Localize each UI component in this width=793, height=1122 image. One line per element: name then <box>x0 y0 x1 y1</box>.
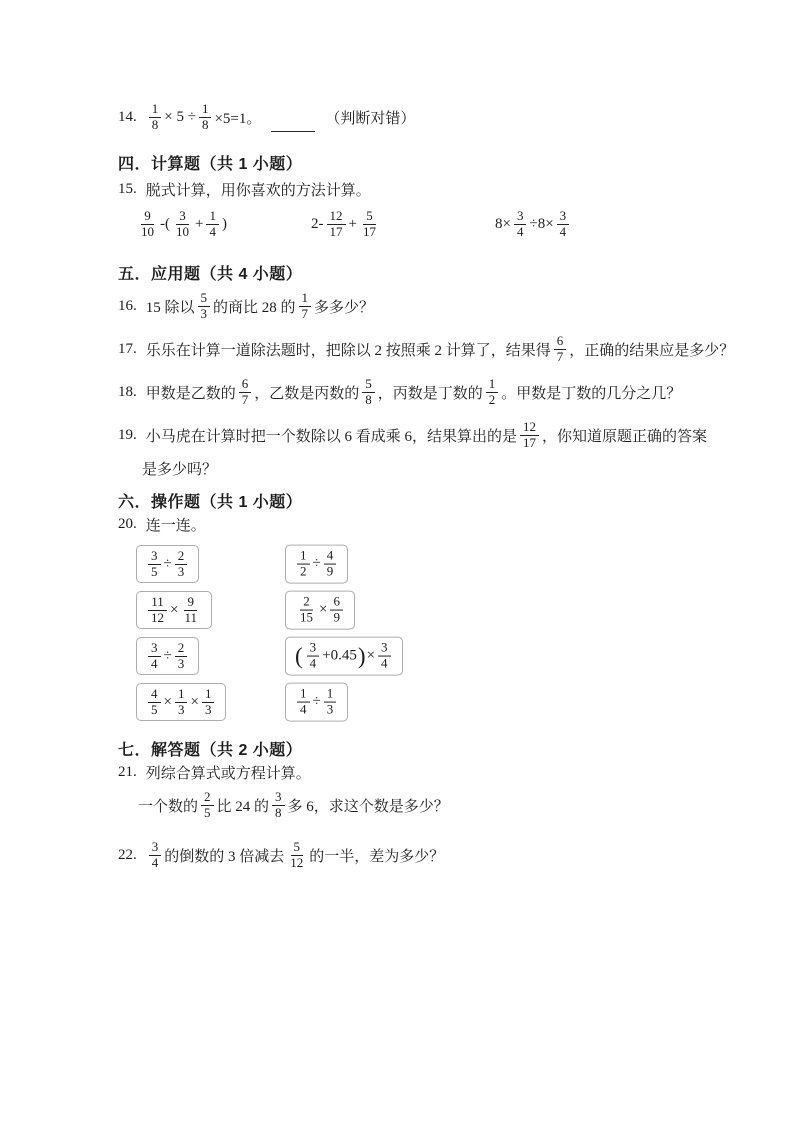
denominator: 3 <box>177 563 185 579</box>
item-18-number: 18. <box>118 383 137 400</box>
section-4-title: 四．计算题（共 1 小题） <box>118 155 303 173</box>
numerator: 3 <box>557 209 570 225</box>
fraction <box>149 102 162 133</box>
numerator: 6 <box>330 595 343 611</box>
fraction <box>175 641 188 672</box>
fraction <box>307 641 320 672</box>
denominator: 4 <box>516 223 524 239</box>
numerator: 3 <box>149 840 162 856</box>
paren: ( <box>295 643 303 669</box>
section-7-title: 七．解答题（共 2 小题） <box>118 741 303 759</box>
fraction <box>327 209 346 240</box>
denominator: 4 <box>300 701 307 717</box>
paren: ) <box>357 643 366 669</box>
text-run: ÷8× <box>529 215 554 232</box>
text-run: × <box>163 693 172 710</box>
numerator: 4 <box>148 687 161 703</box>
item-19 <box>118 414 708 456</box>
fraction <box>239 377 252 408</box>
denominator: 4 <box>151 655 158 671</box>
item-15-instruction: 脱式计算，用你喜欢的方法计算。 <box>145 182 371 199</box>
item-18 <box>118 370 703 414</box>
item-19-continuation: 是多少吗？ <box>142 461 218 478</box>
denominator: 4 <box>151 854 159 870</box>
item-18-statement <box>146 377 682 408</box>
fraction <box>148 595 167 626</box>
fraction <box>324 687 337 718</box>
numerator: 2 <box>300 595 313 611</box>
denominator: 4 <box>559 223 567 239</box>
fraction <box>173 209 192 240</box>
fraction <box>287 840 306 871</box>
denominator: 3 <box>200 305 208 321</box>
item-20 <box>118 512 703 536</box>
fraction <box>206 209 219 240</box>
fraction <box>201 790 214 821</box>
denominator: 12 <box>151 609 164 625</box>
numerator: 2 <box>175 549 188 565</box>
text-run: 多多少？ <box>314 299 375 316</box>
section-6-title: 六．操作题（共 1 小题） <box>118 493 303 511</box>
denominator: 3 <box>326 701 334 717</box>
text-run: +0.45 <box>322 647 357 664</box>
text-run: ，正确的结果应是多少？ <box>569 342 735 359</box>
text-run: × <box>366 647 376 664</box>
text-run: ÷ <box>312 693 321 710</box>
text-run: + <box>195 215 204 232</box>
item-21-number: 21. <box>118 763 137 780</box>
match-row-3 <box>118 636 703 676</box>
denominator: 4 <box>381 655 388 671</box>
denominator: 17 <box>362 223 376 239</box>
fraction <box>297 687 310 718</box>
numerator: 12 <box>327 209 346 225</box>
fraction <box>514 209 527 240</box>
fraction <box>202 687 215 718</box>
denominator: 3 <box>204 701 212 717</box>
text-run: 的一半，差为多少？ <box>309 848 445 865</box>
answer-blank[interactable] <box>271 115 315 132</box>
fraction <box>272 790 285 821</box>
denominator: 15 <box>300 609 313 625</box>
denominator: 8 <box>201 116 209 132</box>
numerator: 5 <box>363 209 376 225</box>
denominator: 9 <box>333 609 340 625</box>
denominator: 3 <box>177 655 185 671</box>
fraction <box>199 102 212 133</box>
expression-2 <box>311 200 382 248</box>
match-box[interactable] <box>136 545 199 584</box>
numerator: 6 <box>554 334 567 350</box>
denominator: 2 <box>488 391 496 407</box>
text-run: × <box>319 601 328 618</box>
text-run: × <box>190 693 199 710</box>
fraction <box>557 209 570 240</box>
item-14-number: 14. <box>118 108 137 125</box>
denominator: 4 <box>209 223 216 239</box>
numerator: 1 <box>324 687 337 703</box>
numerator: 3 <box>514 209 527 225</box>
expression-1 <box>135 200 227 248</box>
numerator: 3 <box>272 790 285 806</box>
item-16-number: 16. <box>118 297 137 314</box>
match-box[interactable] <box>285 591 355 630</box>
denominator: 10 <box>176 223 189 239</box>
fraction <box>362 377 375 408</box>
denominator: 8 <box>275 804 282 820</box>
item-21-problem <box>118 784 703 826</box>
text-run: 比 24 的 <box>216 798 270 815</box>
numerator: 12 <box>520 420 539 436</box>
numerator: 2 <box>175 641 188 657</box>
match-box[interactable] <box>136 637 199 676</box>
text-run: + <box>348 215 357 232</box>
item-20-number: 20. <box>118 515 137 532</box>
text-run: ) <box>221 215 227 232</box>
denominator: 7 <box>556 348 564 364</box>
match-row-2 <box>118 590 703 630</box>
fraction <box>138 209 157 240</box>
denominator: 8 <box>151 116 159 132</box>
numerator: 1 <box>199 102 212 118</box>
fraction <box>378 641 391 672</box>
fraction <box>148 549 161 580</box>
fraction <box>148 687 161 718</box>
fraction <box>198 291 211 322</box>
item-16-statement <box>146 291 374 322</box>
fraction <box>297 595 316 626</box>
numerator: 1 <box>206 209 219 225</box>
text-run: ÷ <box>163 555 172 572</box>
numerator: 9 <box>141 209 154 225</box>
fraction <box>486 377 499 408</box>
text-run: × <box>170 601 179 618</box>
numerator: 1 <box>202 687 215 703</box>
denominator: 3 <box>177 701 185 717</box>
numerator: 1 <box>175 687 188 703</box>
text-run: 多 6，求这个数是多少？ <box>287 798 449 815</box>
item-17 <box>118 328 735 370</box>
denominator: 11 <box>184 609 197 625</box>
numerator: 6 <box>239 377 252 393</box>
fraction <box>175 687 188 718</box>
match-row-1 <box>118 544 703 584</box>
numerator: 1 <box>297 549 310 565</box>
fraction <box>330 595 343 626</box>
numerator: 5 <box>362 377 375 393</box>
text-run: （判断对错） <box>325 110 416 127</box>
text-run: ，乙数是丙数的 <box>254 385 360 402</box>
denominator: 7 <box>241 391 249 407</box>
fraction <box>297 549 310 580</box>
text-run: 2- <box>311 215 324 232</box>
text-run: 的商比 28 的 <box>213 299 296 316</box>
section-5-title: 五．应用题（共 4 小题） <box>118 265 303 283</box>
item-20-instruction: 连一连。 <box>145 517 206 534</box>
text-run: 一个数的 <box>138 798 199 815</box>
text-run: -( <box>160 215 170 232</box>
expression-3 <box>495 200 572 248</box>
denominator: 7 <box>301 305 309 321</box>
text-run: 的倒数的 3 倍减去 <box>164 848 285 865</box>
numerator: 1 <box>149 102 162 118</box>
numerator: 9 <box>184 595 197 611</box>
denominator: 8 <box>365 391 372 407</box>
fraction <box>175 549 188 580</box>
fraction <box>149 840 162 871</box>
numerator: 3 <box>148 641 161 657</box>
fraction <box>554 334 567 365</box>
denominator: 5 <box>151 563 158 579</box>
item-21 <box>118 760 703 784</box>
text-run: 乐乐在计算一道除法题时，把除以 2 按照乘 2 计算了，结果得 <box>145 342 551 359</box>
numerator: 5 <box>291 840 304 856</box>
fraction <box>299 291 312 322</box>
fraction <box>324 549 337 580</box>
match-box[interactable] <box>285 545 348 584</box>
item-17-statement <box>146 334 735 365</box>
numerator: 1 <box>486 377 499 393</box>
item-15-number: 15. <box>118 180 137 197</box>
numerator: 3 <box>176 209 189 225</box>
numerator: 1 <box>297 687 310 703</box>
text-run: ，你知道原题正确的答案 <box>542 428 708 445</box>
numerator: 5 <box>198 291 211 307</box>
denominator: 4 <box>309 655 317 671</box>
denominator: 9 <box>326 563 334 579</box>
item-21-instruction: 列综合算式或方程计算。 <box>145 765 311 782</box>
text-run: 8× <box>495 215 511 232</box>
match-box[interactable] <box>136 683 226 722</box>
item-14-statement <box>146 102 416 133</box>
item-22-statement <box>146 840 445 871</box>
text-run: ÷ <box>312 555 321 572</box>
denominator: 10 <box>141 223 154 239</box>
item-21-statement <box>138 790 449 821</box>
denominator: 5 <box>204 804 211 820</box>
fraction <box>520 420 539 451</box>
item-15 <box>118 178 703 200</box>
text-run: ，丙数是丁数的 <box>377 385 483 402</box>
fraction <box>181 595 200 626</box>
numerator: 3 <box>378 641 391 657</box>
match-box[interactable] <box>285 683 348 722</box>
numerator: 4 <box>324 549 337 565</box>
item-22 <box>118 834 703 876</box>
match-box[interactable] <box>285 637 403 676</box>
denominator: 2 <box>300 563 307 579</box>
denominator: 5 <box>151 701 158 717</box>
denominator: 17 <box>329 223 343 239</box>
item-19-statement <box>146 420 707 451</box>
text-run: × 5 ÷ <box>164 108 196 125</box>
numerator: 1 <box>299 291 312 307</box>
denominator: 17 <box>523 434 537 450</box>
match-row-4 <box>118 682 703 722</box>
fraction <box>148 641 161 672</box>
numerator: 3 <box>148 549 161 565</box>
text-run: ×5=1。 <box>214 110 262 127</box>
item-19-number: 19. <box>118 426 137 443</box>
text-run: ÷ <box>163 647 172 664</box>
text-run: 小马虎在计算时把一个数除以 6 看成乘 6，结果算出的是 <box>145 428 518 445</box>
numerator: 3 <box>307 641 320 657</box>
item-17-number: 17. <box>118 340 137 357</box>
item-16 <box>118 284 703 328</box>
match-box[interactable] <box>136 591 212 630</box>
numerator: 2 <box>201 790 214 806</box>
numerator: 11 <box>148 595 167 611</box>
text-run: 甲数是乙数的 <box>145 385 236 402</box>
denominator: 12 <box>290 854 304 870</box>
text-run: 。甲数是丁数的几分之几？ <box>501 385 682 402</box>
item-14 <box>118 96 703 138</box>
fraction <box>360 209 379 240</box>
item-22-number: 22. <box>118 846 137 863</box>
item-15-expressions <box>118 200 703 248</box>
text-run: 15 除以 <box>145 299 195 316</box>
